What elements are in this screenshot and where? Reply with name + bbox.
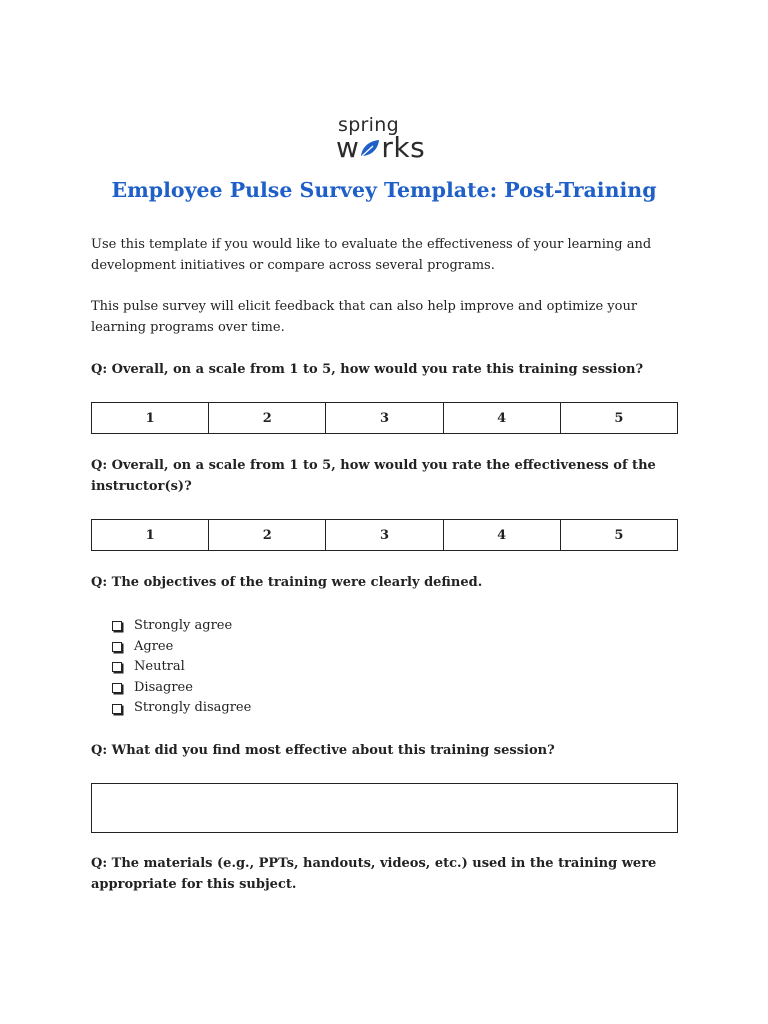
springworks-logo bbox=[336, 114, 436, 162]
checkbox-icon[interactable] bbox=[112, 621, 122, 631]
rating-option[interactable]: 1 bbox=[92, 520, 209, 551]
option-label: Strongly disagree bbox=[134, 700, 252, 716]
question-3: Q: The objectives of the training were clearly defined. bbox=[91, 575, 483, 590]
rating-option[interactable]: 4 bbox=[443, 403, 560, 434]
option-label: Disagree bbox=[134, 679, 193, 695]
logo-text-w: w bbox=[336, 131, 360, 164]
question-5: Q: The materials (e.g., PPTs, handouts, videos, etc.) used in the training were appropriate for this subject. bbox=[91, 856, 657, 892]
rating-option[interactable]: 5 bbox=[560, 520, 677, 551]
rating-option[interactable]: 3 bbox=[326, 520, 443, 551]
option-label: Strongly agree bbox=[134, 618, 233, 633]
logo-text-works bbox=[336, 131, 425, 164]
rating-scale-1 bbox=[91, 402, 678, 434]
checkbox-icon[interactable] bbox=[112, 642, 122, 652]
logo-text-spring: spring bbox=[338, 114, 399, 136]
list-item[interactable] bbox=[112, 698, 251, 719]
page-title: Employee Pulse Survey Template: Post-Training bbox=[111, 178, 657, 202]
checkbox-icon[interactable] bbox=[112, 683, 122, 693]
rating-option[interactable]: 4 bbox=[443, 520, 560, 551]
rating-option[interactable]: 2 bbox=[209, 520, 326, 551]
list-item[interactable] bbox=[112, 637, 251, 658]
question-2: Q: Overall, on a scale from 1 to 5, how would you rate the effectiveness of the instructor(s)? bbox=[91, 458, 656, 494]
rating-option[interactable]: 2 bbox=[209, 403, 326, 434]
option-label: Neutral bbox=[134, 659, 185, 675]
list-item[interactable] bbox=[112, 678, 251, 699]
intro-paragraph-2: This pulse survey will elicit feedback that can also help improve and optimize your learning programs over time. bbox=[91, 299, 638, 335]
checkbox-icon[interactable] bbox=[112, 662, 122, 672]
question-4: Q: What did you find most effective about this training session? bbox=[91, 743, 555, 758]
rating-option[interactable]: 5 bbox=[560, 403, 677, 434]
rating-option[interactable]: 1 bbox=[92, 403, 209, 434]
option-label: Agree bbox=[134, 638, 174, 654]
list-item[interactable] bbox=[112, 657, 251, 678]
leaf-icon bbox=[359, 132, 381, 152]
intro-paragraph-1: Use this template if you would like to evaluate the effectiveness of your learning and development initiatives or compare across several programs. bbox=[91, 237, 652, 273]
rating-scale-2 bbox=[91, 519, 678, 551]
checkbox-icon[interactable] bbox=[112, 704, 122, 714]
answer-text-box[interactable] bbox=[91, 783, 678, 833]
list-item[interactable] bbox=[112, 616, 251, 637]
rating-option[interactable]: 3 bbox=[326, 403, 443, 434]
logo-text-rks: rks bbox=[381, 131, 426, 164]
question-1: Q: Overall, on a scale from 1 to 5, how would you rate this training session? bbox=[91, 362, 644, 377]
option-list bbox=[112, 616, 251, 719]
